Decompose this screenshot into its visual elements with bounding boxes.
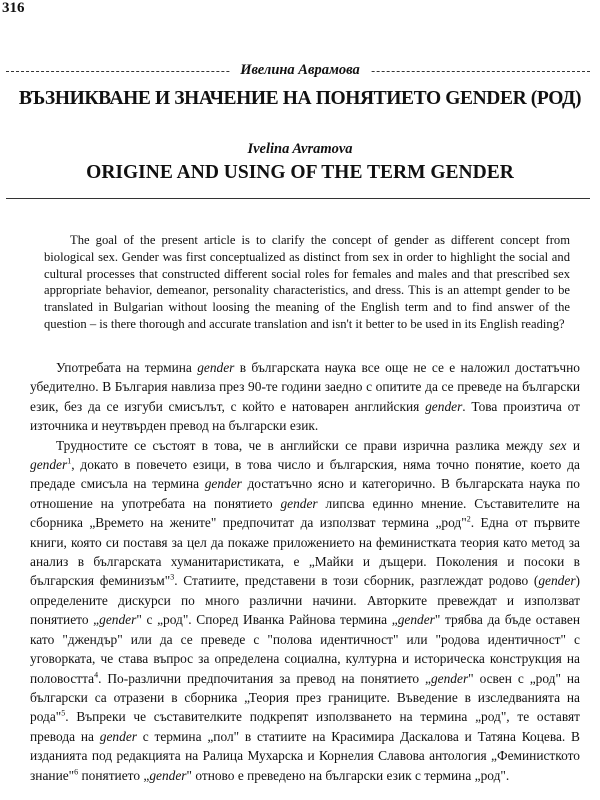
italic-term: gender xyxy=(397,612,435,628)
author-bg: Ивелина Аврамова xyxy=(230,62,370,79)
abstract: The goal of the present article is to clarify the concept of gender as different concept from biological sex. Gender was first conceptualized as distinct from sex in order to highlight the social and cultural processes that constructed different social roles for females and males and that prescribed sex appropriate behavior, demeanor, personality characteristics, and dress. This is an attempt gender to be translated in Bulgarian without loosing the meaning of the English term and to find answer of the question – is there thorough and accurate translation and isn't it better to be used in its English reading? xyxy=(44,233,570,331)
italic-term: gender xyxy=(30,457,68,473)
author-bg-line xyxy=(0,61,600,79)
italic-term: gender xyxy=(197,360,235,375)
text-run: понятието „ xyxy=(78,767,150,783)
footnote-ref: 6 xyxy=(74,767,79,777)
page-number: 316 xyxy=(2,0,25,16)
italic-term: gender xyxy=(99,728,137,744)
footnote-ref: 5 xyxy=(61,708,66,718)
author-en: Ivelina Avramova xyxy=(247,141,353,157)
text-run: достатъчно ясно и категорично. В българската наука по отношение на употребата на понятието xyxy=(30,476,580,511)
footnote-ref: 4 xyxy=(94,670,99,680)
footnote-ref: 2 xyxy=(466,514,471,524)
text-run: " отново е преведено на български език с термина „род". xyxy=(186,767,510,783)
article-body xyxy=(30,358,580,785)
footnote-ref: 3 xyxy=(170,573,175,582)
text-run: и xyxy=(566,437,581,453)
article-title-en: ORIGINE AND USING OF THE TERM GENDER xyxy=(86,162,514,183)
text-run: с термина „пол" в статиите на Красимира Даскалова и Татяна Коцева. В изданията под редакцията на Ралица Мухарска и Корнелия Славова антология „Феминисткото знание" xyxy=(30,728,580,783)
italic-term: sex xyxy=(549,437,567,453)
text-run: . По-различни предпочитания за превод на понятието „ xyxy=(98,670,431,686)
text-run: , докато в повечето езици, в това число и българския, няма точно понятие, което да предаде смисъла на термина xyxy=(30,457,580,492)
title-rule xyxy=(6,198,590,199)
text-run: " трябва да бъде оставен като "джендър" или да се преведе с "полова идентичност" или "родова идентичност" с уговорката, че става въпрос за определена социална, културна и историческа конструкция на половостта xyxy=(30,612,580,686)
italic-term: gender xyxy=(280,495,318,511)
article-title-bg: ВЪЗНИКВАНЕ И ЗНАЧЕНИЕ НА ПОНЯТИЕТО GENDER (РОД) xyxy=(18,88,582,109)
italic-term: gender xyxy=(425,398,463,414)
text-run: липсва единно мнение. Съставителите на сборника „Времето на жените" предпочитат да използват термина „род" xyxy=(30,495,581,531)
italic-term: gender xyxy=(430,670,469,686)
paragraph-1 xyxy=(30,358,580,436)
italic-term: gender xyxy=(204,476,242,492)
text-run: . Въпреки че съставителките подкрепят използването на термина „род", те оставят превода на xyxy=(30,709,580,744)
text-run: " с „род". Според Иванка Райнова термина „ xyxy=(136,612,398,628)
paragraph-2 xyxy=(30,436,580,785)
text-run: ) определените дискурси по много различни начини. Авторките превеждат и използват понятието „ xyxy=(30,573,580,628)
italic-term: gender xyxy=(99,612,137,628)
text-run: Трудностите се състоят в това, че в английски се прави изрична разлика между xyxy=(56,437,550,453)
italic-term: gender xyxy=(149,767,187,783)
footnote-ref: 1 xyxy=(67,456,72,466)
italic-term: gender xyxy=(538,573,576,589)
text-run: " освен с „род" на български са отразени в сборника „Теория през границите. Въведение в изследванията на рода" xyxy=(30,670,580,725)
text-run: в българската наука все още не се е наложил достатъчно убедително. В България навлиза през 90-те години заедно с опитите да се преведе на български език, без да се изгуби смисълът, с който е натоварен английския xyxy=(30,360,580,414)
text-run: . Една от първите книги, която си поставя за цел да покаже приложението на феминистката теория като метод за анализ в българската хуманитаристиката, е „Майки и дъщери. Поколения и посоки в българския феминизъм" xyxy=(30,515,580,589)
text-run: . Това произтича от източника и неутвърден превод на български език. xyxy=(30,398,580,434)
text-run: Употребата на термина xyxy=(56,360,198,375)
text-run: . Статиите, представени в този сборник, разглеждат родово ( xyxy=(174,573,539,589)
